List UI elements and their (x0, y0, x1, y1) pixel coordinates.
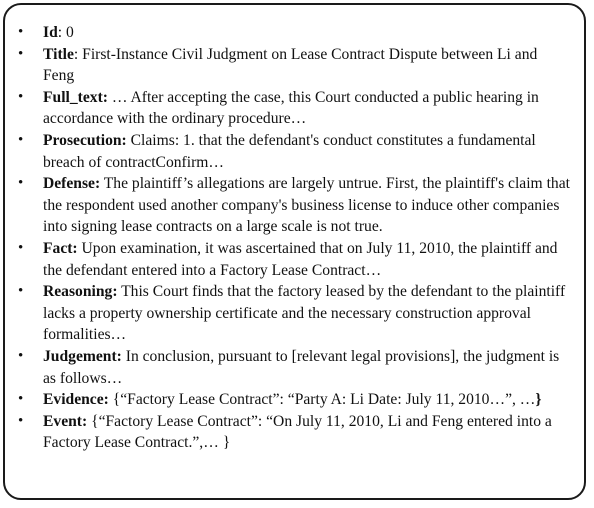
bullet-icon: • (18, 412, 24, 429)
record-card (3, 3, 586, 500)
bullet-icon: • (18, 131, 24, 148)
bullet-icon: • (18, 283, 24, 300)
bullet-icon: • (18, 391, 24, 408)
bullet-icon: • (18, 88, 24, 105)
field-value: … After accepting the case, this Court conducted a public hearing in accordance with the ordinary procedure… (43, 88, 539, 128)
field-prosecution (17, 130, 570, 173)
field-value: In conclusion, pursuant to [relevant legal provisions], the judgment is as follows… (43, 347, 560, 387)
field-key: Prosecution: (43, 131, 127, 149)
field-value: 0 (65, 24, 74, 41)
field-key: Id (43, 24, 58, 41)
field-key: Defense: (43, 175, 101, 193)
field-value: This Court finds that the factory leased by the defendant to the plaintiff lacks a property ownership certificate and the necessary construction approval formalities… (43, 283, 566, 344)
field-value: {“Factory Lease Contract”: “On July 11, 2010, Li and Feng entered into a Factory Lease Contract.”,… } (43, 412, 552, 452)
field-evidence (17, 389, 570, 411)
field-key: Evidence: (43, 391, 109, 409)
field-key: Event: (43, 412, 88, 430)
field-key: Judgement: (43, 347, 122, 365)
bullet-icon: • (18, 239, 24, 256)
field-defense (17, 173, 570, 238)
field-judgement (17, 346, 570, 389)
field-event (17, 411, 570, 454)
field-key: Reasoning: (43, 283, 118, 301)
field-value: First-Instance Civil Judgment on Lease Contract Dispute between Li and Feng (43, 45, 538, 85)
field-value: Upon examination, it was ascertained that on July 11, 2010, the plaintiff and the defendant entered into a Factory Lease Contract… (43, 239, 558, 279)
field-id (17, 22, 570, 44)
field-full-text (17, 87, 570, 130)
field-sep: : (57, 24, 66, 41)
field-value: Claims: 1. that the defendant's conduct constitutes a fundamental breach of contractConfirm… (43, 131, 536, 171)
bullet-icon: • (18, 24, 24, 40)
bullet-icon: • (18, 175, 24, 192)
field-key: Full_text: (43, 88, 108, 106)
field-fact (17, 238, 570, 281)
field-sep: : (73, 45, 83, 63)
field-key: Fact: (43, 239, 78, 257)
bullet-icon: • (18, 45, 24, 62)
field-title (17, 44, 570, 87)
field-list (5, 5, 584, 454)
bullet-icon: • (18, 347, 24, 364)
field-value: {“Factory Lease Contract”: “Party A: Li Date: July 11, 2010…”, … (112, 391, 536, 409)
field-reasoning (17, 281, 570, 346)
field-value: The plaintiff’s allegations are largely untrue. First, the plaintiff's claim that the respondent used another company's business license to induce other companies into signing lease contracts on a large scale is not true. (43, 175, 570, 236)
field-key: Title (43, 45, 74, 63)
closing-brace: } (535, 391, 542, 409)
